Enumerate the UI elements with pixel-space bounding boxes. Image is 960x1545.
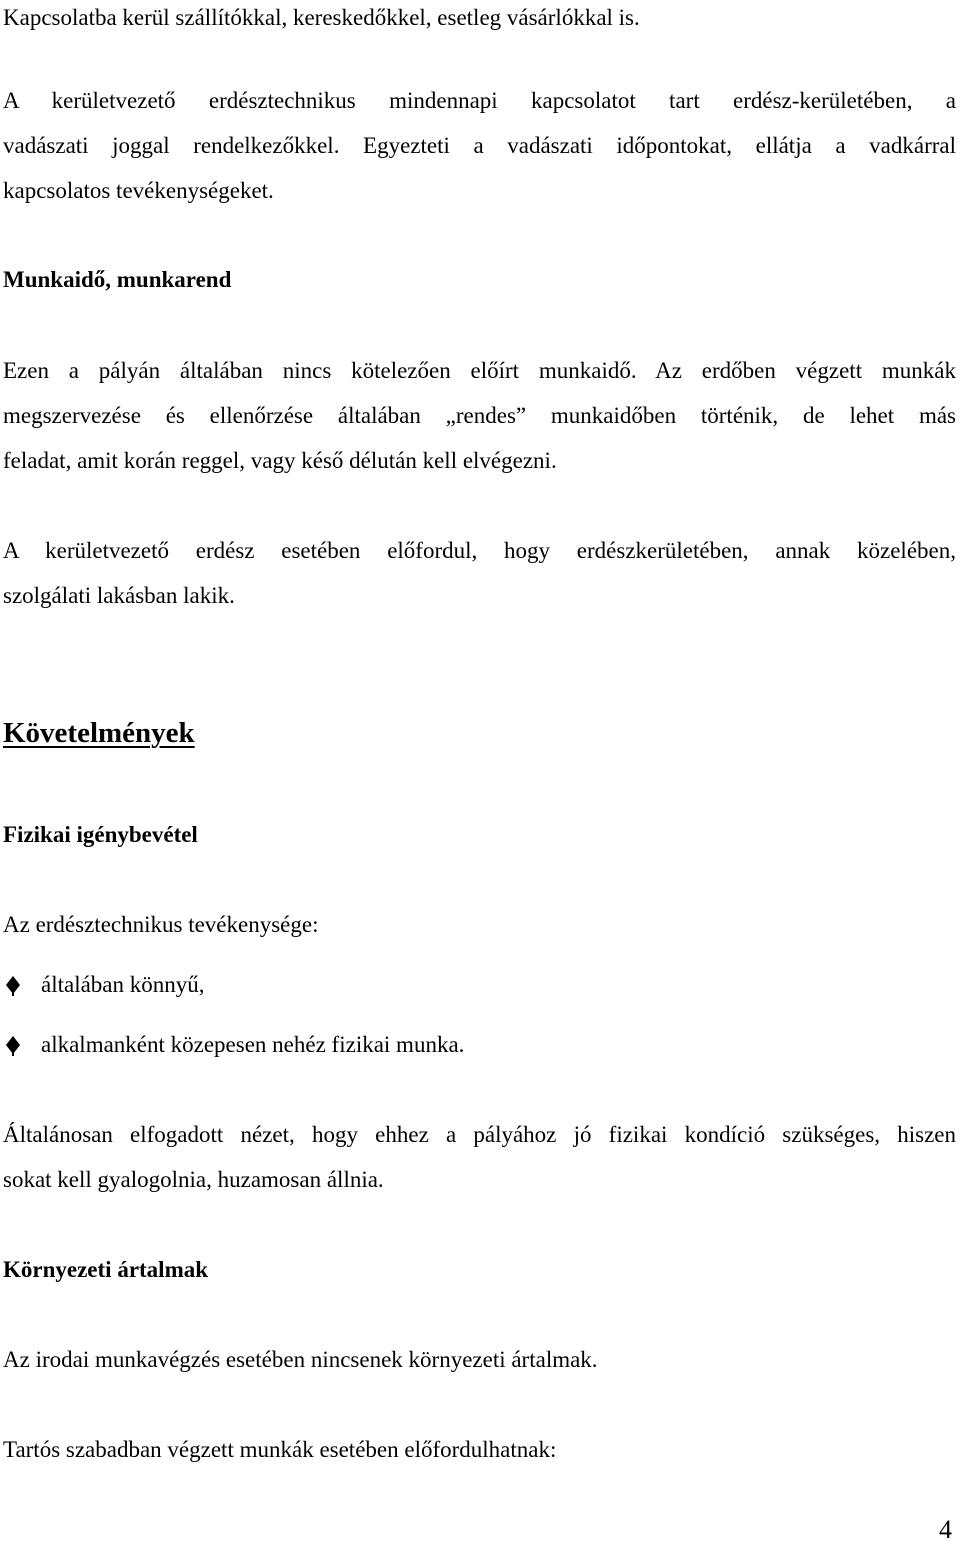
- heading-environment: Környezeti ártalmak: [3, 1257, 209, 1282]
- district-line-1: A kerületvezető erdésztechnikus mindennapi kapcsolatot tart erdész-kerületében, a: [3, 88, 956, 113]
- housing-paragraph: [3, 528, 956, 618]
- diamond-bullet-icon: [3, 975, 23, 997]
- worktime-line-1: Ezen a pályán általában nincs kötelezően előírt munkaidő. Az erdőben végzett munkák: [3, 358, 956, 383]
- housing-line-2: szolgálati lakásban lakik.: [3, 583, 235, 608]
- worktime-line-3: feladat, amit korán reggel, vagy késő délután kell elvégezni.: [3, 448, 557, 473]
- list-item-text: általában könnyű,: [41, 972, 205, 997]
- list-item-text: alkalmanként közepesen nehéz fizikai munka.: [41, 1032, 465, 1057]
- outdoor-paragraph: Tartós szabadban végzett munkák esetében előfordulhatnak:: [3, 1437, 557, 1462]
- condition-line-2: sokat kell gyalogolnia, huzamosan állnia.: [3, 1167, 384, 1192]
- heading-worktime: Munkaidő, munkarend: [3, 267, 232, 292]
- physical-intro: Az erdésztechnikus tevékenysége:: [3, 912, 319, 937]
- worktime-paragraph: [3, 348, 956, 483]
- intro-line: Kapcsolatba kerül szállítókkal, kereskedőkkel, esetleg vásárlókkal is.: [3, 5, 640, 30]
- heading-requirements: Követelmények: [3, 717, 195, 749]
- intro-paragraph: [3, 0, 956, 36]
- list-item: [3, 1030, 703, 1060]
- housing-line-1: A kerületvezető erdész esetében előfordul, hogy erdészkerületében, annak közelében,: [3, 538, 956, 563]
- list-item: [3, 970, 703, 1000]
- district-paragraph: [3, 78, 956, 213]
- district-line-2: vadászati joggal rendelkezőkkel. Egyezteti a vadászati időpontokat, ellátja a vadkárral: [3, 133, 956, 158]
- condition-paragraph: [3, 1112, 956, 1202]
- condition-line-1: Általánosan elfogadott nézet, hogy ehhez a pályához jó fizikai kondíció szükséges, hiszen: [3, 1122, 956, 1147]
- heading-physical: Fizikai igénybevétel: [3, 822, 198, 847]
- worktime-line-2: megszervezése és ellenőrzése általában „rendes” munkaidőben történik, de lehet más: [3, 403, 956, 428]
- district-line-3: kapcsolatos tevékenységeket.: [3, 178, 274, 203]
- office-paragraph: Az irodai munkavégzés esetében nincsenek környezeti ártalmak.: [3, 1347, 598, 1372]
- diamond-bullet-icon: [3, 1035, 23, 1057]
- page-number: 4: [939, 1515, 952, 1544]
